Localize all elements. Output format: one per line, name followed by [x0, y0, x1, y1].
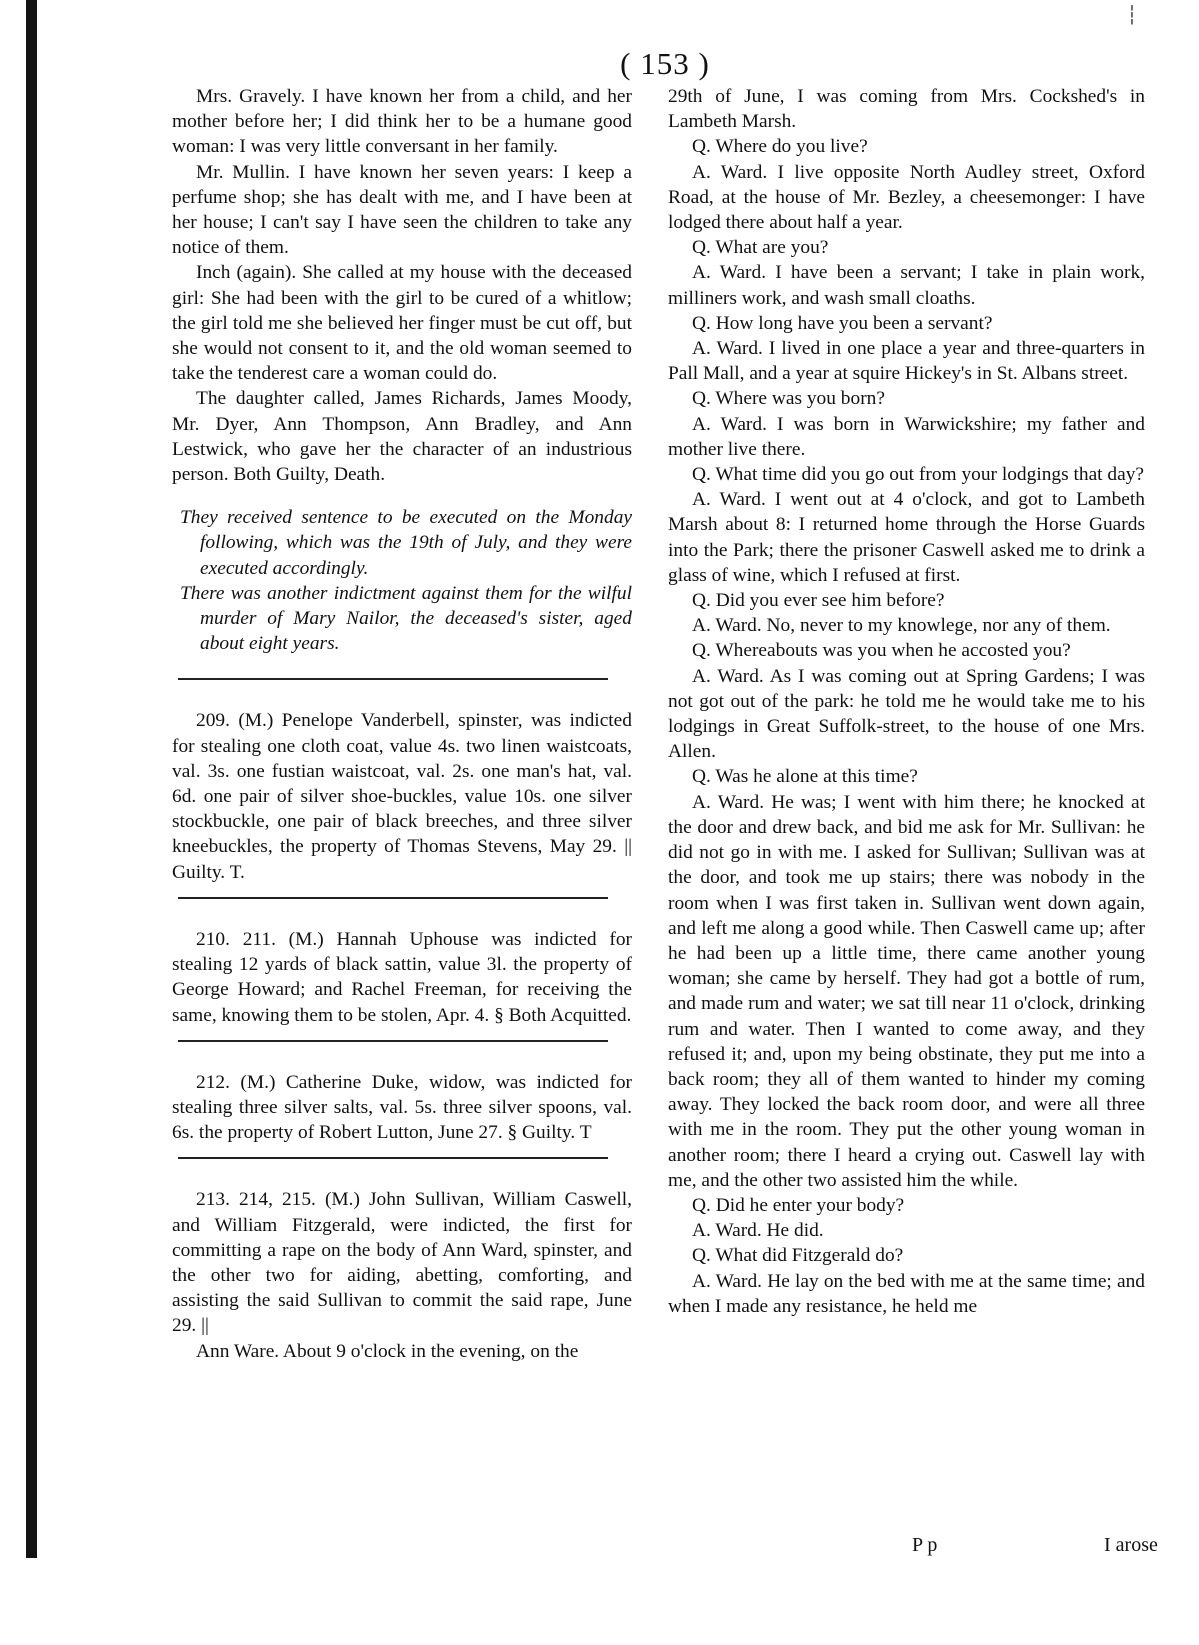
answer: A. Ward. I went out at 4 o'clock, and got to Lambeth Marsh about 8: I returned home through the Horse Guards into the Park; there the prisoner Caswell asked me to drink a glass of wine, which I refused at first.	[668, 489, 1145, 586]
indictment-note: There was another indictment against them for the wilful murder of Mary Nailor, the deceased's sister, aged about eight years.	[180, 582, 632, 655]
question: Q. What did Fitzgerald do?	[692, 1245, 904, 1267]
question: Q. Whereabouts was you when he accosted you?	[692, 640, 1071, 662]
signature-mark: P p	[912, 1534, 938, 1556]
testimony-gravely: Mrs. Gravely. I have known her from a child, and her mother before her; I did think her to be a humane good woman: I was very little conversant in her family.	[172, 86, 632, 158]
question: Q. Was he alone at this time?	[692, 766, 918, 788]
catchword: I arose	[1104, 1534, 1158, 1556]
answer: A. Ward. No, never to my knowlege, nor any of them.	[692, 615, 1111, 637]
corner-ornament: ┆	[1126, 5, 1138, 25]
testimony-mullin: Mr. Mullin. I have known her seven years: I keep a perfume shop; she has dealt with me, and I have been at her house; I can't say I have seen the children to take any notice of them.	[172, 161, 632, 259]
character-witnesses: The daughter called, James Richards, James Moody, Mr. Dyer, Ann Thompson, Ann Bradley, and Ann Lestwick, who gave her the character of an industrious person. Both Guilty, Death.	[172, 388, 632, 486]
answer: A. Ward. He was; I went with him there; he knocked at the door and drew back, and bid me ask for Mr. Sullivan: he did not go in with me. I asked for Sullivan; Sullivan was at the door, and took me up stairs; there was nobody in the room when I was first taken in. Sullivan went down again, and left me along a good while. Then Caswell came up; after he had been up a little time, there came another young woman; she came by herself. They had got a bottle of rum, and made rum and water; we sat till near 11 o'clock, drinking rum and water. Then I wanted to come away, and they refused it; and, upon my being obstinate, they put me into a back room; they all of them wanted to hinder my coming away. They locked the back room door, and were all three with me in the room. They put the other young woman in another room; there I heard a crying out. Caswell lay with me, and the other two assisted him the while.	[668, 791, 1145, 1191]
case-209: 209. (M.) Penelope Vanderbell, spinster, was indicted for stealing one cloth coat, value 4s. two linen waistcoats, val. 3s. one fustian waistcoat, val. 2s. one man's hat, val. 6d. one pair of silver shoe-buckles, value 10s. one silver stockbuckle, one pair of black breeches, and three silver kneebuckles, the property of Thomas Stevens, May 29. || Guilty. T.	[172, 710, 632, 883]
case-212: 212. (M.) Catherine Duke, widow, was indicted for stealing three silver salts, val. 5s. three silver spoons, val. 6s. the property of Robert Lutton, June 27. § Guilty. T	[172, 1071, 632, 1144]
case-divider	[178, 897, 608, 899]
question: Q. Where was you born?	[692, 388, 885, 410]
answer: A. Ward. He lay on the bed with me at the same time; and when I made any resistance, he held me	[668, 1270, 1145, 1317]
question: Q. How long have you been a servant?	[692, 312, 993, 334]
case-210-211: 210. 211. (M.) Hannah Uphouse was indicted for stealing 12 yards of black sattin, value 3l. the property of George Howard; and Rachel Freeman, for receiving the same, knowing them to be stolen, Apr. 4. § Both Acquitted.	[172, 928, 632, 1026]
question: Q. Did he enter your body?	[692, 1194, 905, 1216]
question: Q. Where do you live?	[692, 136, 868, 158]
case-divider	[178, 678, 608, 680]
sentence-notes	[172, 505, 632, 656]
left-column	[172, 84, 632, 1364]
testimony-continuation: 29th of June, I was coming from Mrs. Cockshed's in Lambeth Marsh.	[668, 86, 1145, 133]
question: Q. What are you?	[692, 237, 829, 259]
page-number: ( 153 )	[620, 46, 710, 81]
answer: A. Ward. I lived in one place a year and three-quarters in Pall Mall, and a year at squire Hickey's in St. Albans street.	[668, 338, 1145, 385]
answer: A. Ward. As I was coming out at Spring Gardens; I was not got out of the park: he told me he would take me to his lodgings in Great Suffolk-street, to the house of one Mrs. Allen.	[668, 665, 1145, 763]
right-column	[668, 84, 1145, 1319]
answer: A. Ward. I have been a servant; I take in plain work, milliners work, and wash small cloaths.	[668, 262, 1145, 309]
case-divider	[178, 1157, 608, 1159]
sentence-note: They received sentence to be executed on the Monday following, which was the 19th of July, and they were executed accordingly.	[180, 507, 632, 579]
case-divider	[178, 1040, 608, 1042]
binding-edge	[26, 0, 37, 1558]
question: Q. Did you ever see him before?	[692, 590, 945, 612]
case-213-215: 213. 214, 215. (M.) John Sullivan, William Caswell, and William Fitzgerald, were indicted, the first for committing a rape on the body of Ann Ward, spinster, and the other two for aiding, abetting, comforting, and assisting the said Sullivan to commit the said rape, June 29. ||	[172, 1189, 632, 1337]
answer: A. Ward. I live opposite North Audley street, Oxford Road, at the house of Mr. Bezley, a cheesemonger: I have lodged there about half a year.	[668, 161, 1145, 234]
answer: A. Ward. I was born in Warwickshire; my father and mother live there.	[668, 413, 1145, 460]
testimony-ann-ward-start: Ann Ware. About 9 o'clock in the evening, on the	[196, 1340, 579, 1362]
testimony-inch: Inch (again). She called at my house with the deceased girl: She had been with the girl to be cured of a whitlow; the girl told me she believed her finger must be cut off, but she would not consent to it, and the old woman seemed to take the tenderest care a woman could do.	[172, 262, 632, 385]
answer: A. Ward. He did.	[692, 1220, 824, 1242]
question: Q. What time did you go out from your lodgings that day?	[692, 464, 1145, 486]
